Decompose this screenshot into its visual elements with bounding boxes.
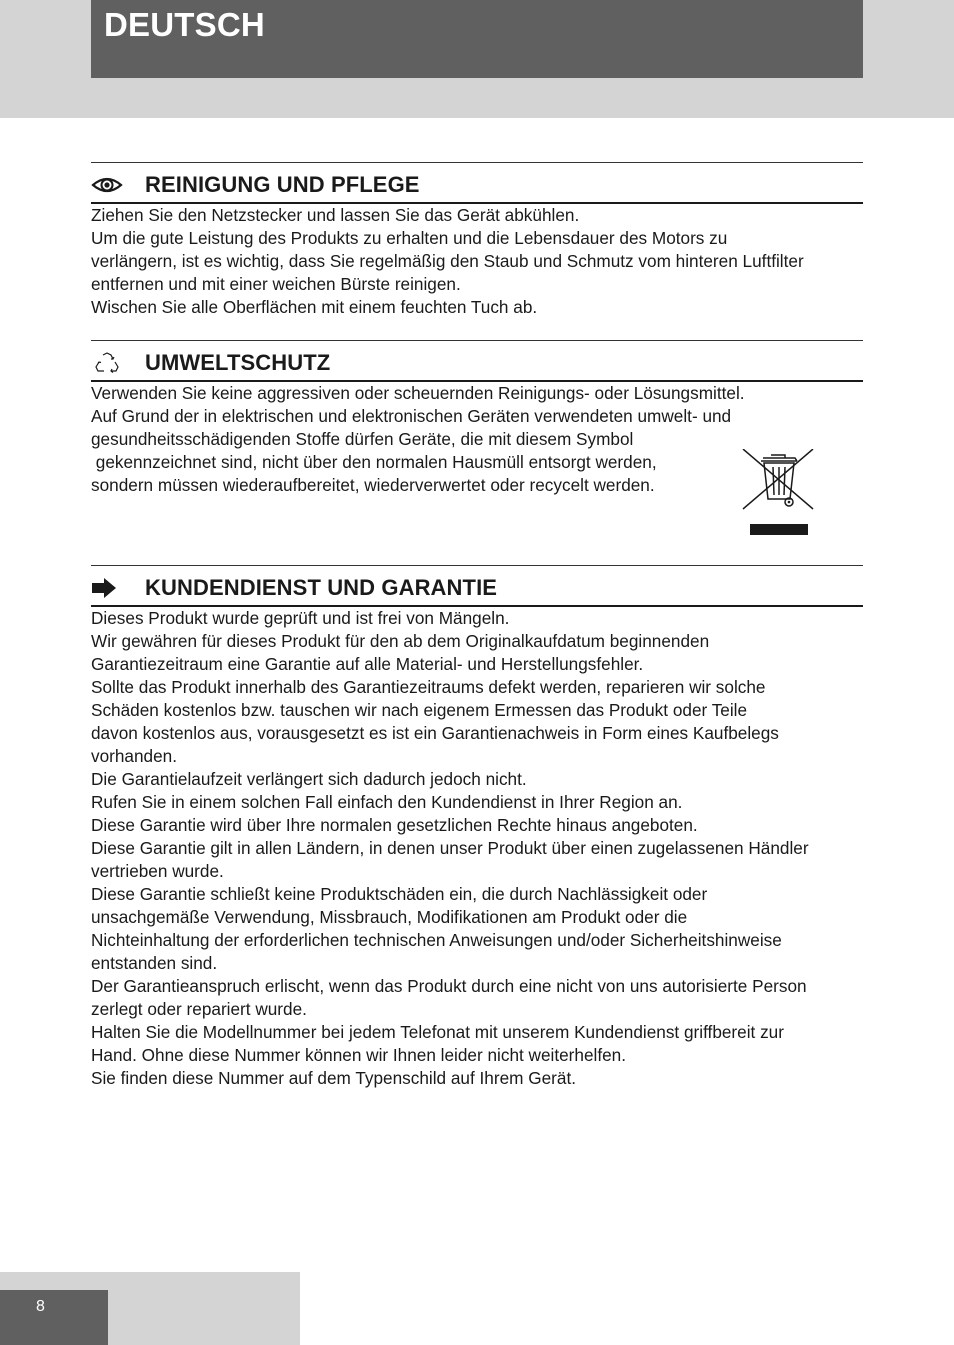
section-title: UMWELTSCHUTZ — [145, 350, 331, 375]
paragraph-line: verlängern, ist es wichtig, dass Sie regelmäßig den Staub und Schmutz vom hinteren Luftfilter — [91, 251, 804, 271]
section-header — [91, 340, 863, 382]
paragraph-line: vorhanden. — [91, 746, 178, 766]
page-number: 8 — [36, 1298, 45, 1315]
paragraph-line: entstanden sind. — [91, 953, 218, 973]
paragraph-line: Garantiezeitraum eine Garantie auf alle Material- und Herstellungsfehler. — [91, 654, 644, 674]
section-header — [91, 162, 863, 204]
section-warranty — [91, 565, 863, 1090]
section-title: REINIGUNG UND PFLEGE — [145, 172, 420, 197]
paragraph-line: Sollte das Produkt innerhalb des Garantiezeitraums defekt werden, reparieren wir solche — [91, 677, 766, 697]
section-body — [91, 204, 863, 319]
paragraph-line: Dieses Produkt wurde geprüft und ist frei von Mängeln. — [91, 608, 510, 628]
paragraph-line: Diese Garantie gilt in allen Ländern, in denen unser Produkt über einen zugelassenen Händler — [91, 838, 809, 858]
paragraph-line: Wir gewähren für dieses Produkt für den ab dem Originalkaufdatum beginnenden — [91, 631, 710, 651]
section-title: KUNDENDIENST UND GARANTIE — [145, 575, 498, 600]
section-environment — [91, 340, 863, 497]
paragraph-line: vertrieben wurde. — [91, 861, 224, 881]
paragraph-line: Sie finden diese Nummer auf dem Typenschild auf Ihrem Gerät. — [91, 1068, 576, 1088]
language-bar — [91, 0, 863, 78]
paragraph-line: Rufen Sie in einem solchen Fall einfach den Kundendienst in Ihrer Region an. — [91, 792, 683, 812]
paragraph-line: Die Garantielaufzeit verlängert sich dadurch jedoch nicht. — [91, 769, 527, 789]
paragraph-line: Nichteinhaltung der erforderlichen technischen Anweisungen und/oder Sicherheitshinweise — [91, 930, 782, 950]
paragraph-line: Schäden kostenlos bzw. tauschen wir nach eigenem Ermessen das Produkt oder Teile — [91, 700, 748, 720]
section-body — [91, 607, 863, 1090]
paragraph-line: gesundheitsschädigenden Stoffe dürfen Geräte, die mit diesem Symbol — [91, 429, 634, 449]
paragraph-line: Diese Garantie schließt keine Produktschäden ein, die durch Nachlässigkeit oder — [91, 884, 708, 904]
section-header — [91, 565, 863, 607]
paragraph-line: unsachgemäße Verwendung, Missbrauch, Modifikationen am Produkt oder die — [91, 907, 688, 927]
paragraph-line: Halten Sie die Modellnummer bei jedem Telefonat mit unserem Kundendienst griffbereit zur — [91, 1022, 784, 1042]
page-title: DEUTSCH — [104, 6, 265, 43]
paragraph-line: Um die gute Leistung des Produkts zu erhalten und die Lebensdauer des Motors zu — [91, 228, 728, 248]
paragraph-line: Hand. Ohne diese Nummer können wir Ihnen leider nicht weiterhelfen. — [91, 1045, 627, 1065]
paragraph-line: sondern müssen wiederaufbereitet, wiederverwertet oder recycelt werden. — [91, 475, 655, 495]
paragraph-line: Wischen Sie alle Oberflächen mit einem feuchten Tuch ab. — [91, 297, 538, 317]
paragraph-line: entfernen und mit einer weichen Bürste reinigen. — [91, 274, 461, 294]
recycle-icon — [91, 352, 123, 374]
paragraph-line: Der Garantieanspruch erlischt, wenn das Produkt durch eine nicht von uns autorisierte Person — [91, 976, 807, 996]
eye-icon — [91, 174, 123, 196]
arrow-right-icon — [91, 577, 123, 599]
paragraph-line: zerlegt oder repariert wurde. — [91, 999, 307, 1019]
paragraph-line: Diese Garantie wird über Ihre normalen gesetzlichen Rechte hinaus angeboten. — [91, 815, 698, 835]
paragraph-line: Auf Grund der in elektrischen und elektronischen Geräten verwendeten umwelt- und — [91, 406, 732, 426]
page-number-box — [0, 1290, 108, 1345]
paragraph-line: gekennzeichnet sind, nicht über den normalen Hausmüll entsorgt werden, — [91, 452, 657, 472]
paragraph-line: Ziehen Sie den Netzstecker und lassen Sie das Gerät abkühlen. — [91, 205, 580, 225]
crossed-out-wheelie-bin-icon — [741, 449, 815, 539]
paragraph-line: Verwenden Sie keine aggressiven oder scheuernden Reinigungs- oder Lösungsmittel. — [91, 383, 745, 403]
section-cleaning — [91, 162, 863, 319]
paragraph-line: davon kostenlos aus, vorausgesetzt es ist ein Garantienachweis in Form eines Kaufbelegs — [91, 723, 779, 743]
